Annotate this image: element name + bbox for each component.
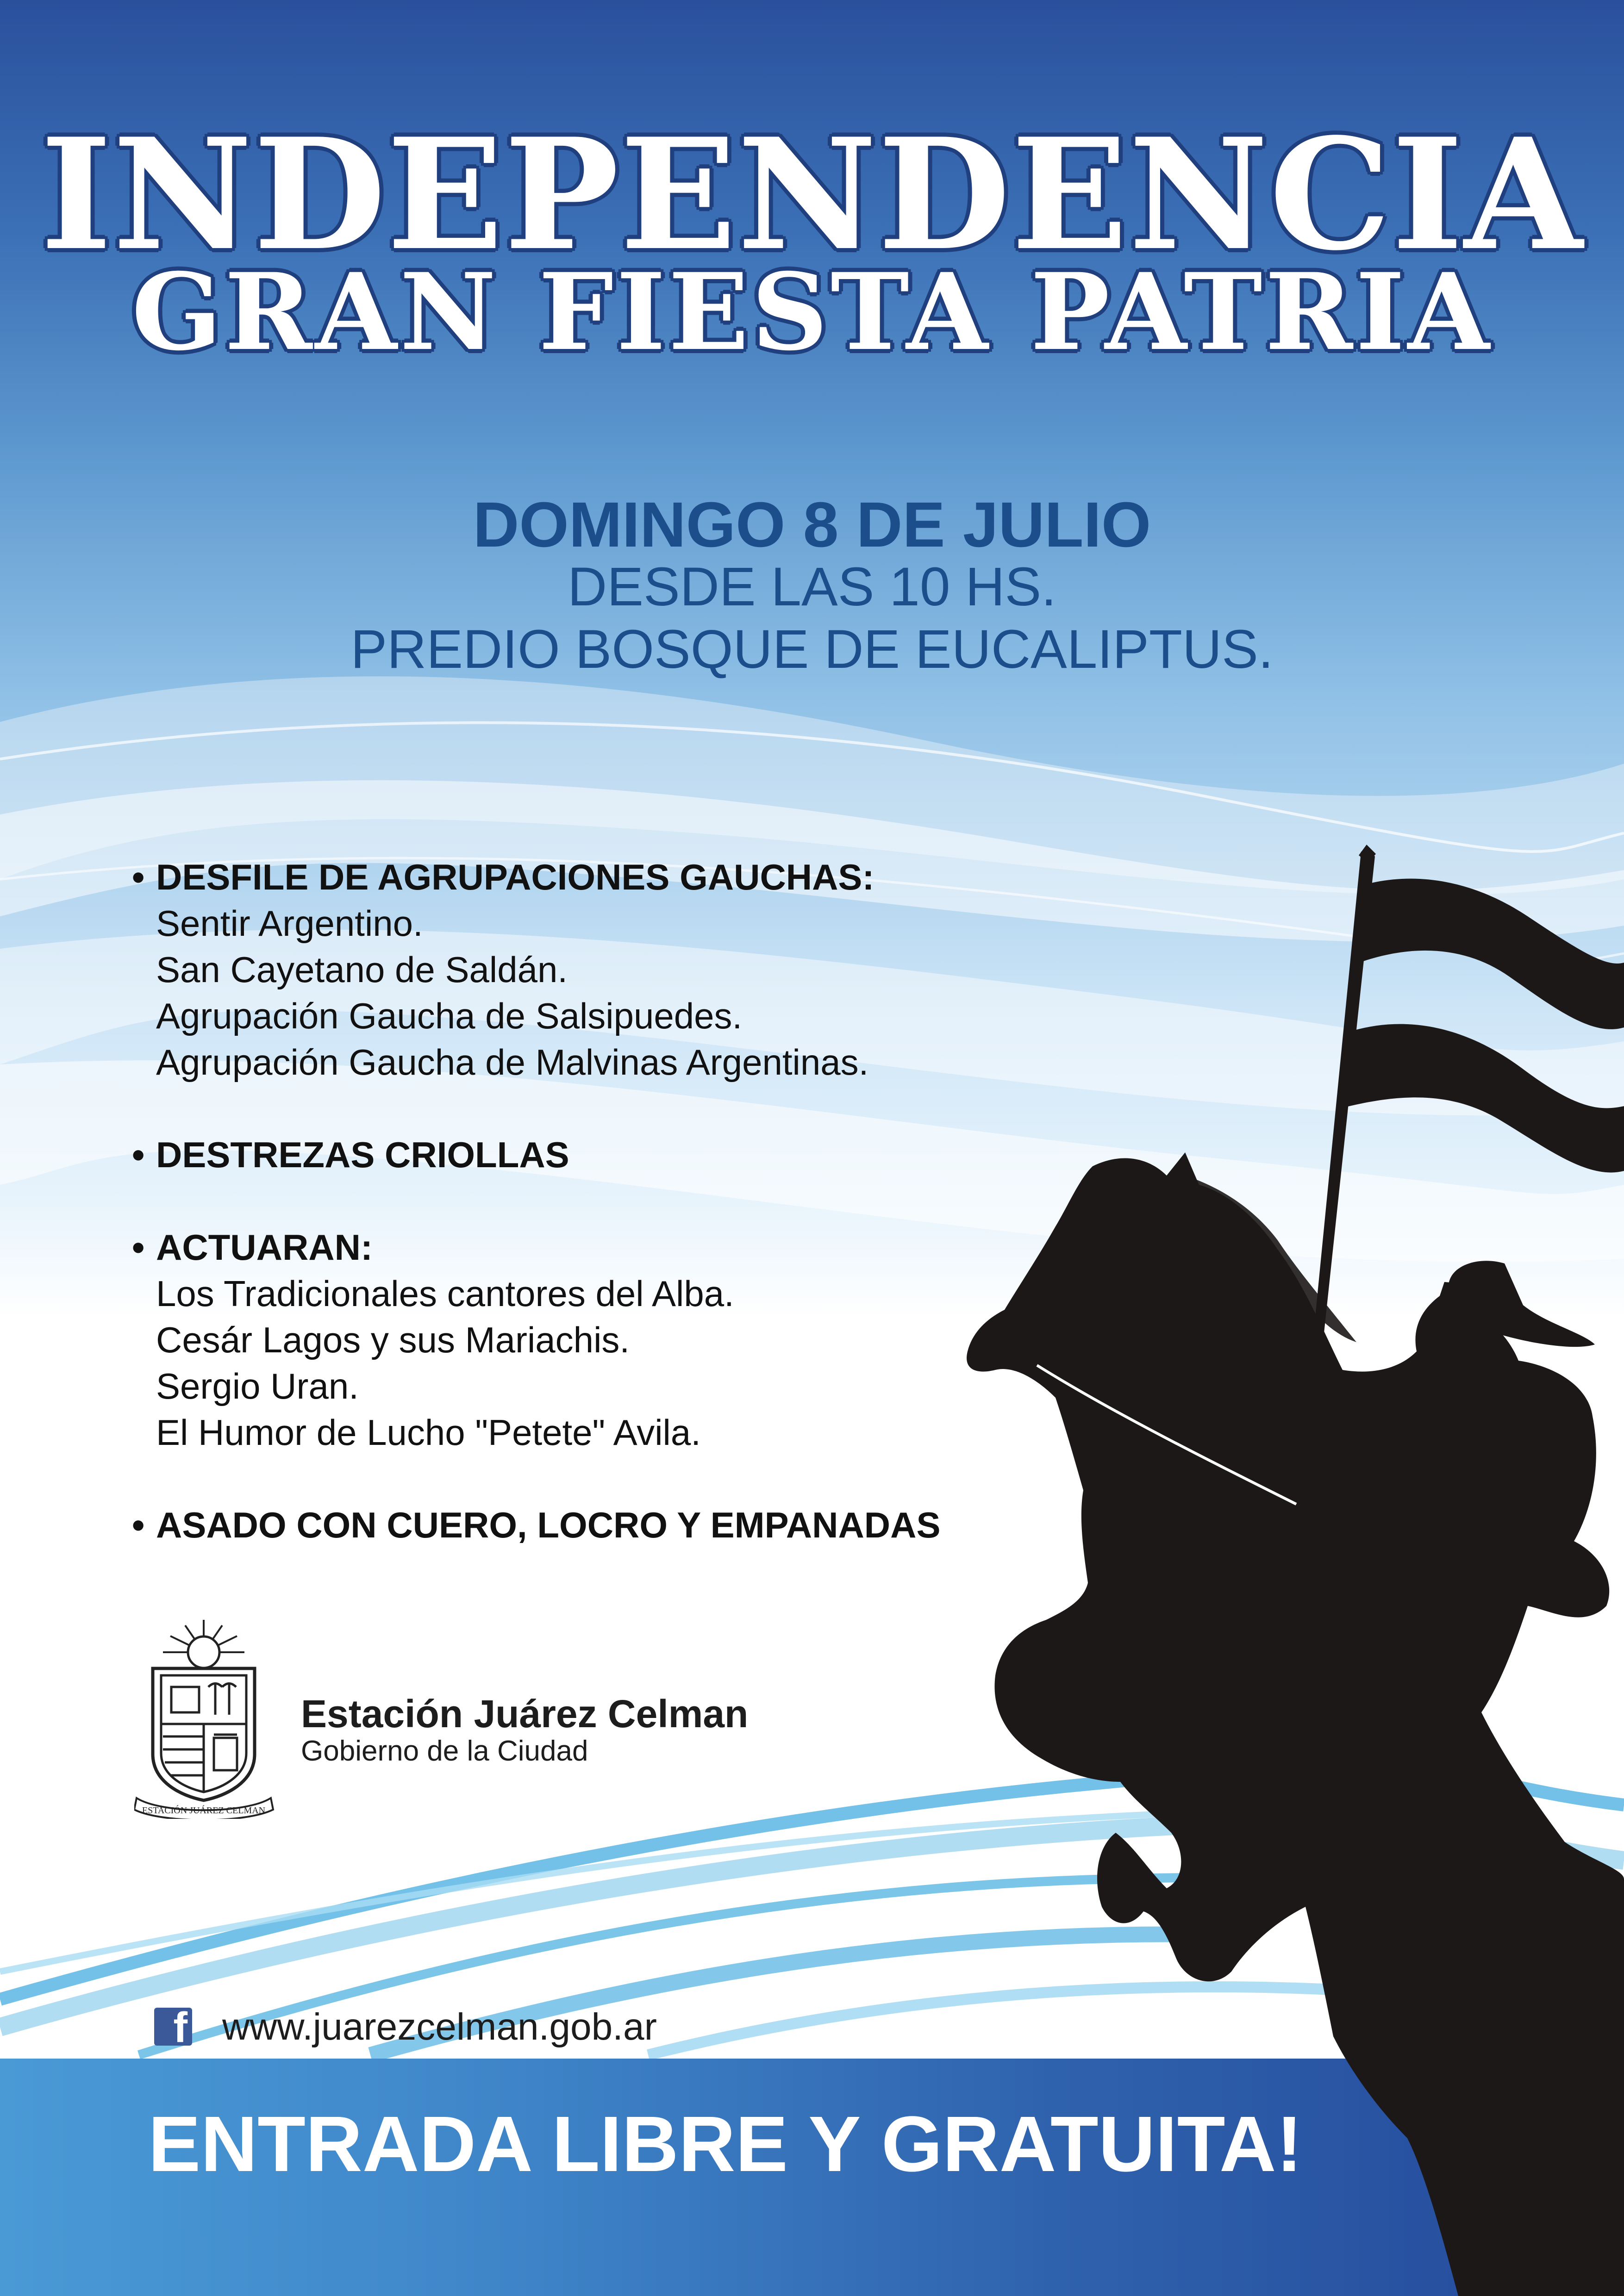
- list-item: El Humor de Lucho "Petete" Avila.: [156, 1412, 701, 1453]
- event-place: PREDIO BOSQUE DE EUCALIPTUS.: [350, 619, 1274, 680]
- website-link[interactable]: www.juarezcelman.gob.ar: [222, 2006, 657, 2048]
- bullet: •: [132, 857, 145, 897]
- list-item: Agrupación Gaucha de Malvinas Argentinas.: [156, 1042, 869, 1083]
- organizer-subtitle: Gobierno de la Ciudad: [301, 1735, 588, 1767]
- list-item: Sergio Uran.: [156, 1366, 359, 1406]
- section-heading: ACTUARAN:: [156, 1227, 373, 1268]
- facebook-icon[interactable]: f: [154, 2008, 192, 2046]
- list-item: Los Tradicionales cantores del Alba.: [156, 1273, 734, 1314]
- section-heading: DESFILE DE AGRUPACIONES GAUCHAS:: [156, 857, 874, 897]
- footer-text: ENTRADA LIBRE Y GRATUITA!: [148, 2100, 1303, 2188]
- title-independencia: INDEPENDENCIA: [40, 105, 1584, 284]
- event-time: DESDE LAS 10 HS.: [568, 556, 1056, 617]
- section-heading: ASADO CON CUERO, LOCRO Y EMPANADAS: [156, 1505, 941, 1545]
- crest-ribbon-text: ESTACIÓN JUÁREZ CELMAN: [142, 1805, 266, 1816]
- bullet: •: [132, 1227, 145, 1268]
- list-item: Cesár Lagos y sus Mariachis.: [156, 1319, 630, 1360]
- bullet: •: [132, 1134, 145, 1175]
- organizer-name: Estación Juárez Celman: [301, 1692, 749, 1736]
- list-item: San Cayetano de Saldán.: [156, 949, 568, 990]
- bullet: •: [132, 1505, 145, 1545]
- title-gran-fiesta-patria: GRAN FIESTA PATRIA: [131, 250, 1493, 374]
- event-date: DOMINGO 8 DE JULIO: [473, 489, 1151, 560]
- list-item: Sentir Argentino.: [156, 903, 423, 944]
- list-item: Agrupación Gaucha de Salsipuedes.: [156, 996, 743, 1036]
- section-heading: DESTREZAS CRIOLLAS: [156, 1134, 569, 1175]
